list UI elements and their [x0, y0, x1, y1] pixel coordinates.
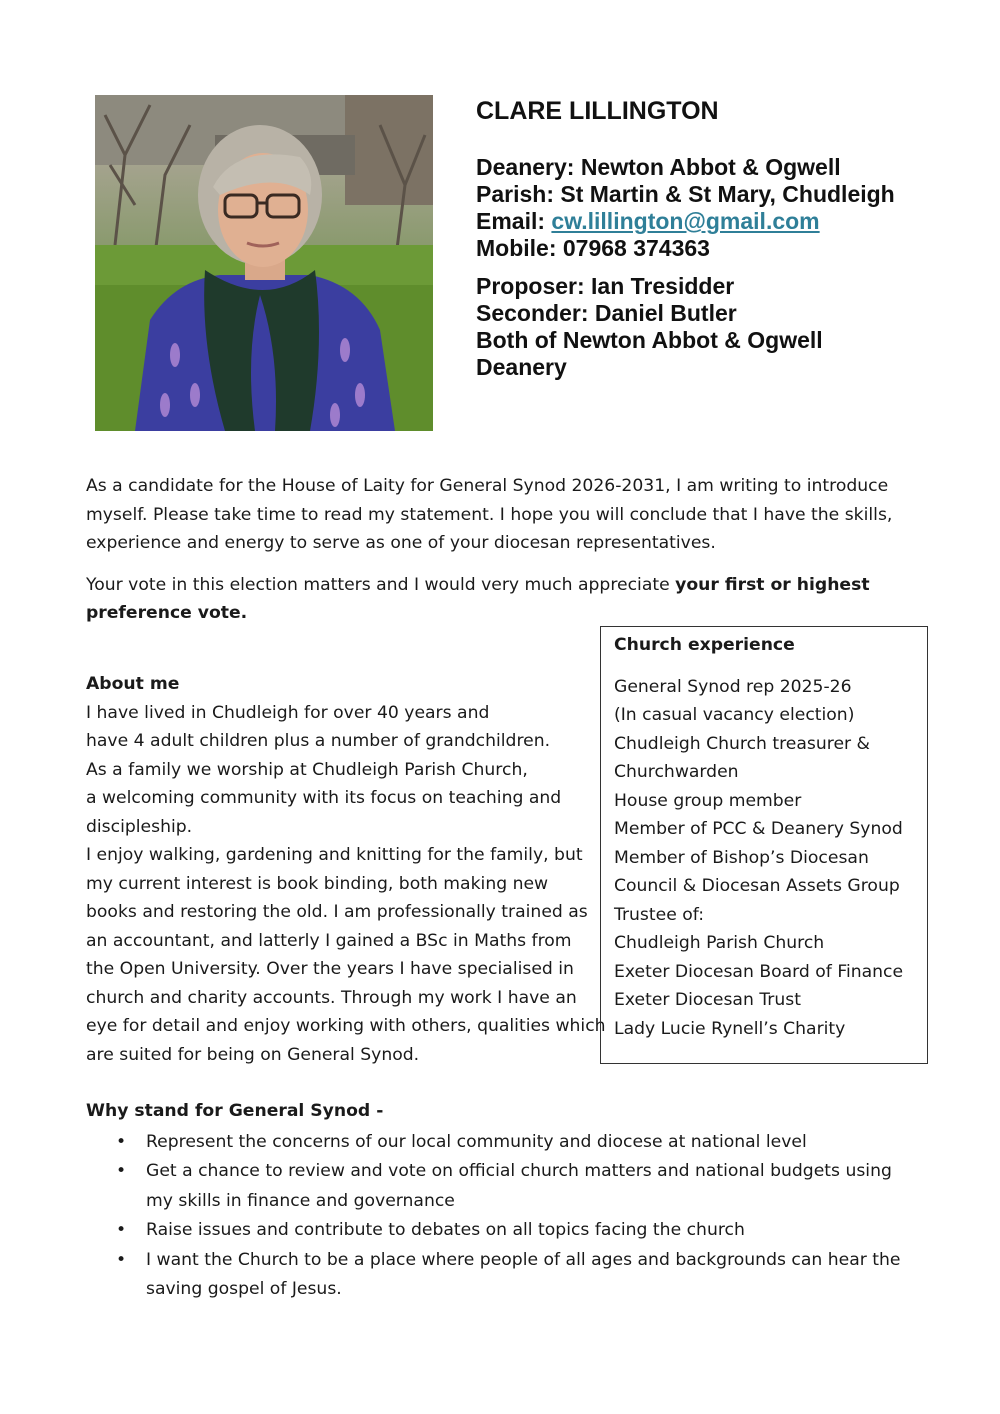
experience-item: Chudleigh Church treasurer & — [614, 733, 870, 754]
experience-item: Chudleigh Parish Church — [614, 933, 825, 953]
candidate-photo-illustration — [95, 95, 433, 431]
deanery-line: Deanery: Newton Abbot & Ogwell — [476, 154, 841, 180]
experience-item: Member of Bishop’s Diocesan — [614, 847, 869, 868]
list-item — [86, 1216, 916, 1246]
about-line: discipleship. — [86, 816, 193, 837]
list-item-text: Represent the concerns of our local community and diocese at national level — [146, 1131, 807, 1152]
experience-item: Trustee of: — [614, 904, 704, 925]
list-item-text: Raise issues and contribute to debates on all topics facing the church — [146, 1220, 745, 1240]
intro-section — [86, 472, 906, 628]
vote-paragraph — [86, 571, 906, 628]
candidate-name: CLARE LILLINGTON — [476, 97, 719, 125]
why-stand-list — [86, 1128, 916, 1305]
seconder-line: Seconder: Daniel Butler — [476, 300, 737, 326]
list-item-text-continued: my skills in finance and governance — [146, 1190, 455, 1211]
about-line: the Open University. Over the years I have specialised in — [86, 959, 574, 979]
email-line — [476, 208, 976, 235]
experience-item: (In casual vacancy election) — [614, 705, 855, 725]
both-of-line-2: Deanery — [476, 354, 567, 380]
about-line: I enjoy walking, gardening and knitting for the family, but — [86, 845, 583, 865]
candidate-photo — [95, 95, 433, 431]
candidate-header — [476, 96, 976, 381]
experience-item: Council & Diocesan Assets Group — [614, 876, 900, 896]
list-item-text: I want the Church to be a place where people of all ages and backgrounds can hear the — [146, 1249, 901, 1270]
about-me-section — [86, 670, 606, 1069]
list-item — [86, 1246, 916, 1305]
bullet-icon: • — [116, 1131, 127, 1152]
proposer-line: Proposer: Ian Tresidder — [476, 273, 735, 299]
experience-item: House group member — [614, 790, 802, 811]
experience-item: Churchwarden — [614, 762, 739, 782]
church-experience-heading: Church experience — [614, 635, 795, 655]
parish-line: Parish: St Martin & St Mary, Chudleigh — [476, 181, 895, 207]
experience-item: Member of PCC & Deanery Synod — [614, 819, 903, 839]
about-line: have 4 adult children plus a number of grandchildren. — [86, 731, 551, 751]
bullet-icon: • — [116, 1161, 127, 1181]
experience-item: General Synod rep 2025-26 — [614, 676, 852, 697]
about-line: eye for detail and enjoy working with others, qualities which — [86, 1016, 606, 1036]
list-item — [86, 1128, 916, 1158]
mobile-line: Mobile: 07968 374363 — [476, 235, 710, 261]
about-line: I have lived in Chudleigh for over 40 years and — [86, 702, 490, 723]
list-item — [86, 1157, 916, 1216]
church-experience-box — [600, 626, 928, 1064]
experience-item: Exeter Diocesan Trust — [614, 990, 801, 1010]
both-of-line: Both of Newton Abbot & Ogwell — [476, 327, 823, 353]
list-item-text: Get a chance to review and vote on official church matters and national budgets using — [146, 1161, 892, 1181]
why-stand-section — [86, 1097, 916, 1305]
bullet-icon: • — [116, 1249, 127, 1270]
about-line: my current interest is book binding, both making new — [86, 873, 549, 894]
email-link[interactable]: cw.lillington@gmail.com — [551, 208, 820, 234]
vote-emphasis: your first or highest preference vote. — [86, 574, 870, 623]
experience-item: Lady Lucie Rynell’s Charity — [614, 1018, 846, 1039]
about-line: an accountant, and latterly I gained a BSc in Maths from — [86, 930, 572, 951]
intro-paragraph: As a candidate for the House of Laity for General Synod 2026-2031, I am writing to introduce myself. Please take time to read my statement. I hope you will conclude that I have the skills, experience and energy to serve as one of your diocesan representatives. — [86, 476, 893, 553]
experience-item: Exeter Diocesan Board of Finance — [614, 961, 904, 982]
about-me-heading: About me — [86, 674, 180, 694]
vote-text: Your vote in this election matters and I would very much appreciate — [86, 574, 676, 595]
about-line: a welcoming community with its focus on teaching and — [86, 788, 562, 808]
bullet-icon: • — [116, 1220, 127, 1240]
list-item-text-continued: saving gospel of Jesus. — [146, 1279, 342, 1299]
about-line: As a family we worship at Chudleigh Parish Church, — [86, 759, 528, 780]
about-line: are suited for being on General Synod. — [86, 1044, 420, 1065]
about-line: church and charity accounts. Through my work I have an — [86, 987, 577, 1008]
about-line: books and restoring the old. I am professionally trained as — [86, 902, 588, 922]
why-stand-heading: Why stand for General Synod - — [86, 1101, 384, 1121]
email-label: Email: — [476, 208, 552, 234]
